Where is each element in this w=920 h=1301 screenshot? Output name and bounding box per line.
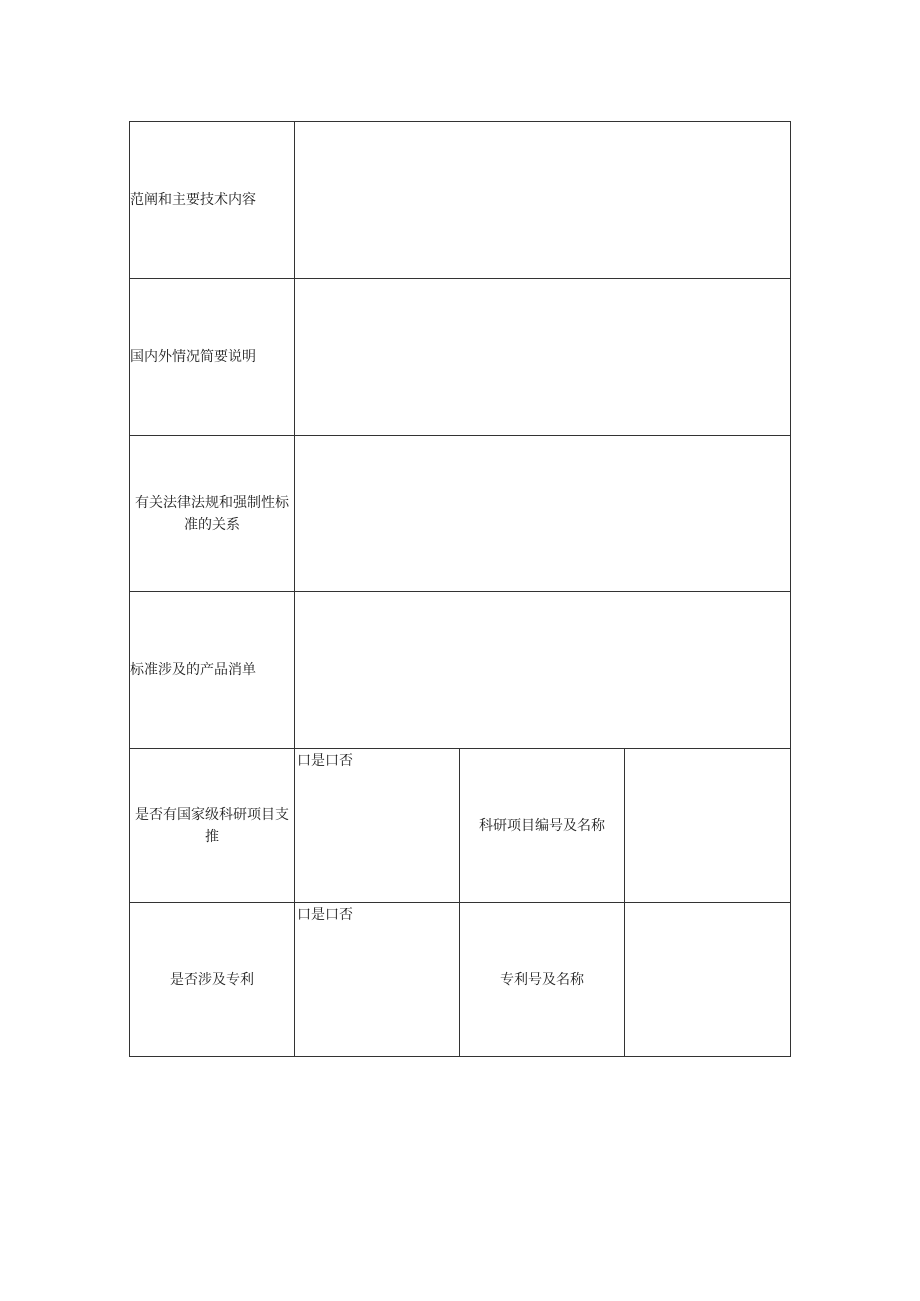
research-yes-no-choice[interactable]: 口是口否: [295, 749, 460, 903]
form-row-products: [130, 592, 791, 749]
patent-number-name-label: 专利号及名称: [460, 903, 625, 1057]
form-row-scope: [130, 122, 791, 279]
research-number-name-label: 科研项目编号及名称: [460, 749, 625, 903]
form-row-patent: [130, 903, 791, 1057]
patent-yes-no-choice[interactable]: 口是口否: [295, 903, 460, 1057]
application-form-table: [129, 121, 791, 1057]
row-label-products-text: 标准涉及的产品消单: [130, 662, 256, 678]
row-label-scope: [130, 122, 295, 279]
row-label-patent-text: 是否涉及专利: [170, 971, 254, 988]
form-row-research: [130, 749, 791, 903]
research-number-name-field[interactable]: [625, 749, 791, 903]
patent-number-name-field[interactable]: [625, 903, 791, 1057]
row-label-laws-text: 有关法律法规和强制性标准的关系: [135, 494, 289, 533]
row-label-research: [130, 749, 295, 903]
row-label-laws: [130, 436, 295, 592]
content-field-laws[interactable]: [295, 436, 791, 592]
row-label-patent: [130, 903, 295, 1057]
row-label-domestic-foreign: [130, 279, 295, 436]
content-field-products[interactable]: [295, 592, 791, 749]
form-row-domestic-foreign: [130, 279, 791, 436]
form-row-laws: [130, 436, 791, 592]
row-label-scope-text: 范阐和主要技术内容: [130, 192, 256, 208]
row-label-products: [130, 592, 295, 749]
content-field-scope[interactable]: [295, 122, 791, 279]
content-field-domestic-foreign[interactable]: [295, 279, 791, 436]
row-label-domestic-foreign-text: 国内外情况简要说明: [130, 349, 256, 365]
row-label-research-text: 是否有国家级科研项目支推: [135, 806, 289, 845]
